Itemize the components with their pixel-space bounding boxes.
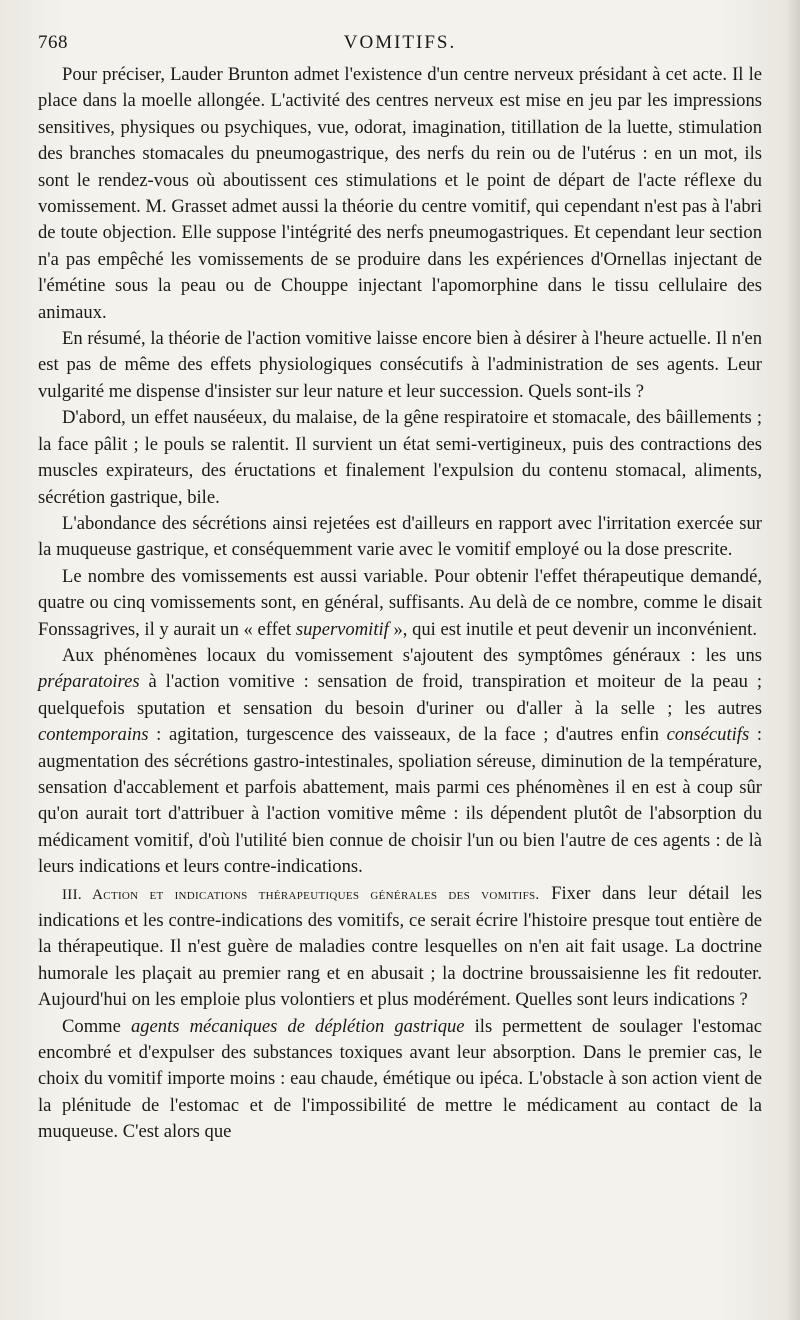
italic-term: supervomitif xyxy=(295,618,389,640)
body-text xyxy=(38,62,762,1146)
text-run: Aux phénomènes locaux du vomissement s'ajoutent des symptômes généraux : les uns xyxy=(62,644,762,666)
paragraph-resume: En résumé, la théorie de l'action vomitive laisse encore bien à désirer à l'heure actuelle. Il n'en est pas de même des effets physiologiques consécutifs à l'administration de ses agents. Leur vulgarité me dispense d'insister sur leur nature et leur succession. Quels sont-ils ? xyxy=(38,328,762,402)
text-run: ils permettent de soulager l'estomac encombré et d'expulser des substances toxiques avant leur absorption. Dans le premier cas, le choix du vomitif importe moins : eau chaude, émétique ou ipéca. L'obstacle à son action vient de la plénitude de l'estomac et de l'impossibilité de mettre le médicament au contact de la muqueuse. C'est alors que xyxy=(38,1015,762,1143)
paragraph-agents-mecaniques xyxy=(38,1014,762,1146)
paragraph-secretions: L'abondance des sécrétions ainsi rejetées est d'ailleurs en rapport avec l'irritation exercée sur la muqueuse gastrique, et conséquemment varie avec le vomitif employé ou la dose prescrite. xyxy=(38,512,762,561)
text-run: », qui est inutile et peut devenir un inconvénient. xyxy=(388,618,757,640)
text-run: : agitation, turgescence des vaisseaux, de la face ; d'autres enfin xyxy=(148,724,667,746)
running-title: VOMITIFS. xyxy=(343,32,457,53)
italic-term: agents mécaniques de déplétion gastrique xyxy=(130,1015,465,1037)
italic-term: contemporains xyxy=(38,724,149,746)
italic-term: préparatoires xyxy=(38,671,140,693)
section-heading: III. Action et indications thérapeutiques générales des vomitifs. xyxy=(62,886,540,903)
paragraph-effets: D'abord, un effet nauséeux, du malaise, de la gêne respiratoire et stomacale, des bâillements ; la face pâlit ; le pouls se ralentit. Il survient un état semi-vertigineux, puis des contractions des muscles expirateurs, des éructations et finalement l'expulsion du contenu stomacal, aliments, sécrétion gastrique, bile. xyxy=(38,407,762,508)
text-run: Fixer dans leur détail les indications et les contre-indications des vomitifs, ce serait écrire l'histoire presque tout entière de la thérapeutique. Il n'est guère de maladies contre lesquelles on n'en ait fait usage. La doctrine humorale les plaçait au premier rang et en abusait ; la doctrine broussaisienne les fit redouter. Aujourd'hui on les emploie plus volontiers et plus modérément. Quelles sont leurs indications ? xyxy=(38,882,762,1011)
paragraph-centre-vomitif: Pour préciser, Lauder Brunton admet l'existence d'un centre nerveux présidant à cet acte. Il le place dans la moelle allongée. L'activité des centres nerveux est mise en jeu par les impressions sensitives, physiques ou psychiques, vue, odorat, imagination, titillation de la luette, stimulation des branches stomacales du pneumogastrique, des nerfs du rein ou de l'utérus : en un mot, ils sont le rendez-vous où aboutissent ces stimulations et le point de départ de l'acte réflexe du vomissement. M. Grasset admet aussi la théorie du centre vomitif, qui cependant n'est pas à l'abri de toute objection. Elle suppose l'intégrité des nerfs pneumogastriques. Et cependant leur section n'a pas empêché les vomissements de se produire dans les expériences d'Ornellas injectant de l'émétine sous la peau ou de Chouppe injectant l'apomorphine dans le tissu cellulaire des animaux. xyxy=(38,64,762,323)
page-number: 768 xyxy=(38,32,68,53)
italic-term: consécutifs xyxy=(666,724,750,746)
text-run: à l'action vomitive : sensation de froid, transpiration et moiteur de la peau ; quelquefois sputation et sensation du besoin d'uriner ou d'aller à la selle ; les autres xyxy=(38,671,762,719)
paragraph-nombre xyxy=(38,564,762,643)
text-run: Le nombre des vomissements est aussi variable. Pour obtenir l'effet thérapeutique demandé, quatre ou cinq vomissements sont, en général, suffisants. Au delà de ce nombre, comme le disait Fonssagrives, il y aurait un « effet xyxy=(38,565,762,640)
paragraph-symptomes xyxy=(38,643,762,881)
text-run: : augmentation des sécrétions gastro-intestinales, spoliation séreuse, diminution de la température, sensation d'accablement et parfois abattement, mais parmi ces phénomènes il en est à coup sûr qu'on aurait tort d'attribuer à l'action vomitive même : ils dépendent plutôt de l'absorption du médicament vomitif, d'où l'utilité bien connue de choisir l'un ou bien l'autre de ces agents : de là leurs indications et leurs contre-indications. xyxy=(38,724,762,878)
text-run: Comme xyxy=(62,1015,131,1037)
paragraph-section-three xyxy=(38,881,762,1014)
page-header xyxy=(38,28,762,62)
page-gutter-shadow xyxy=(786,0,800,1320)
